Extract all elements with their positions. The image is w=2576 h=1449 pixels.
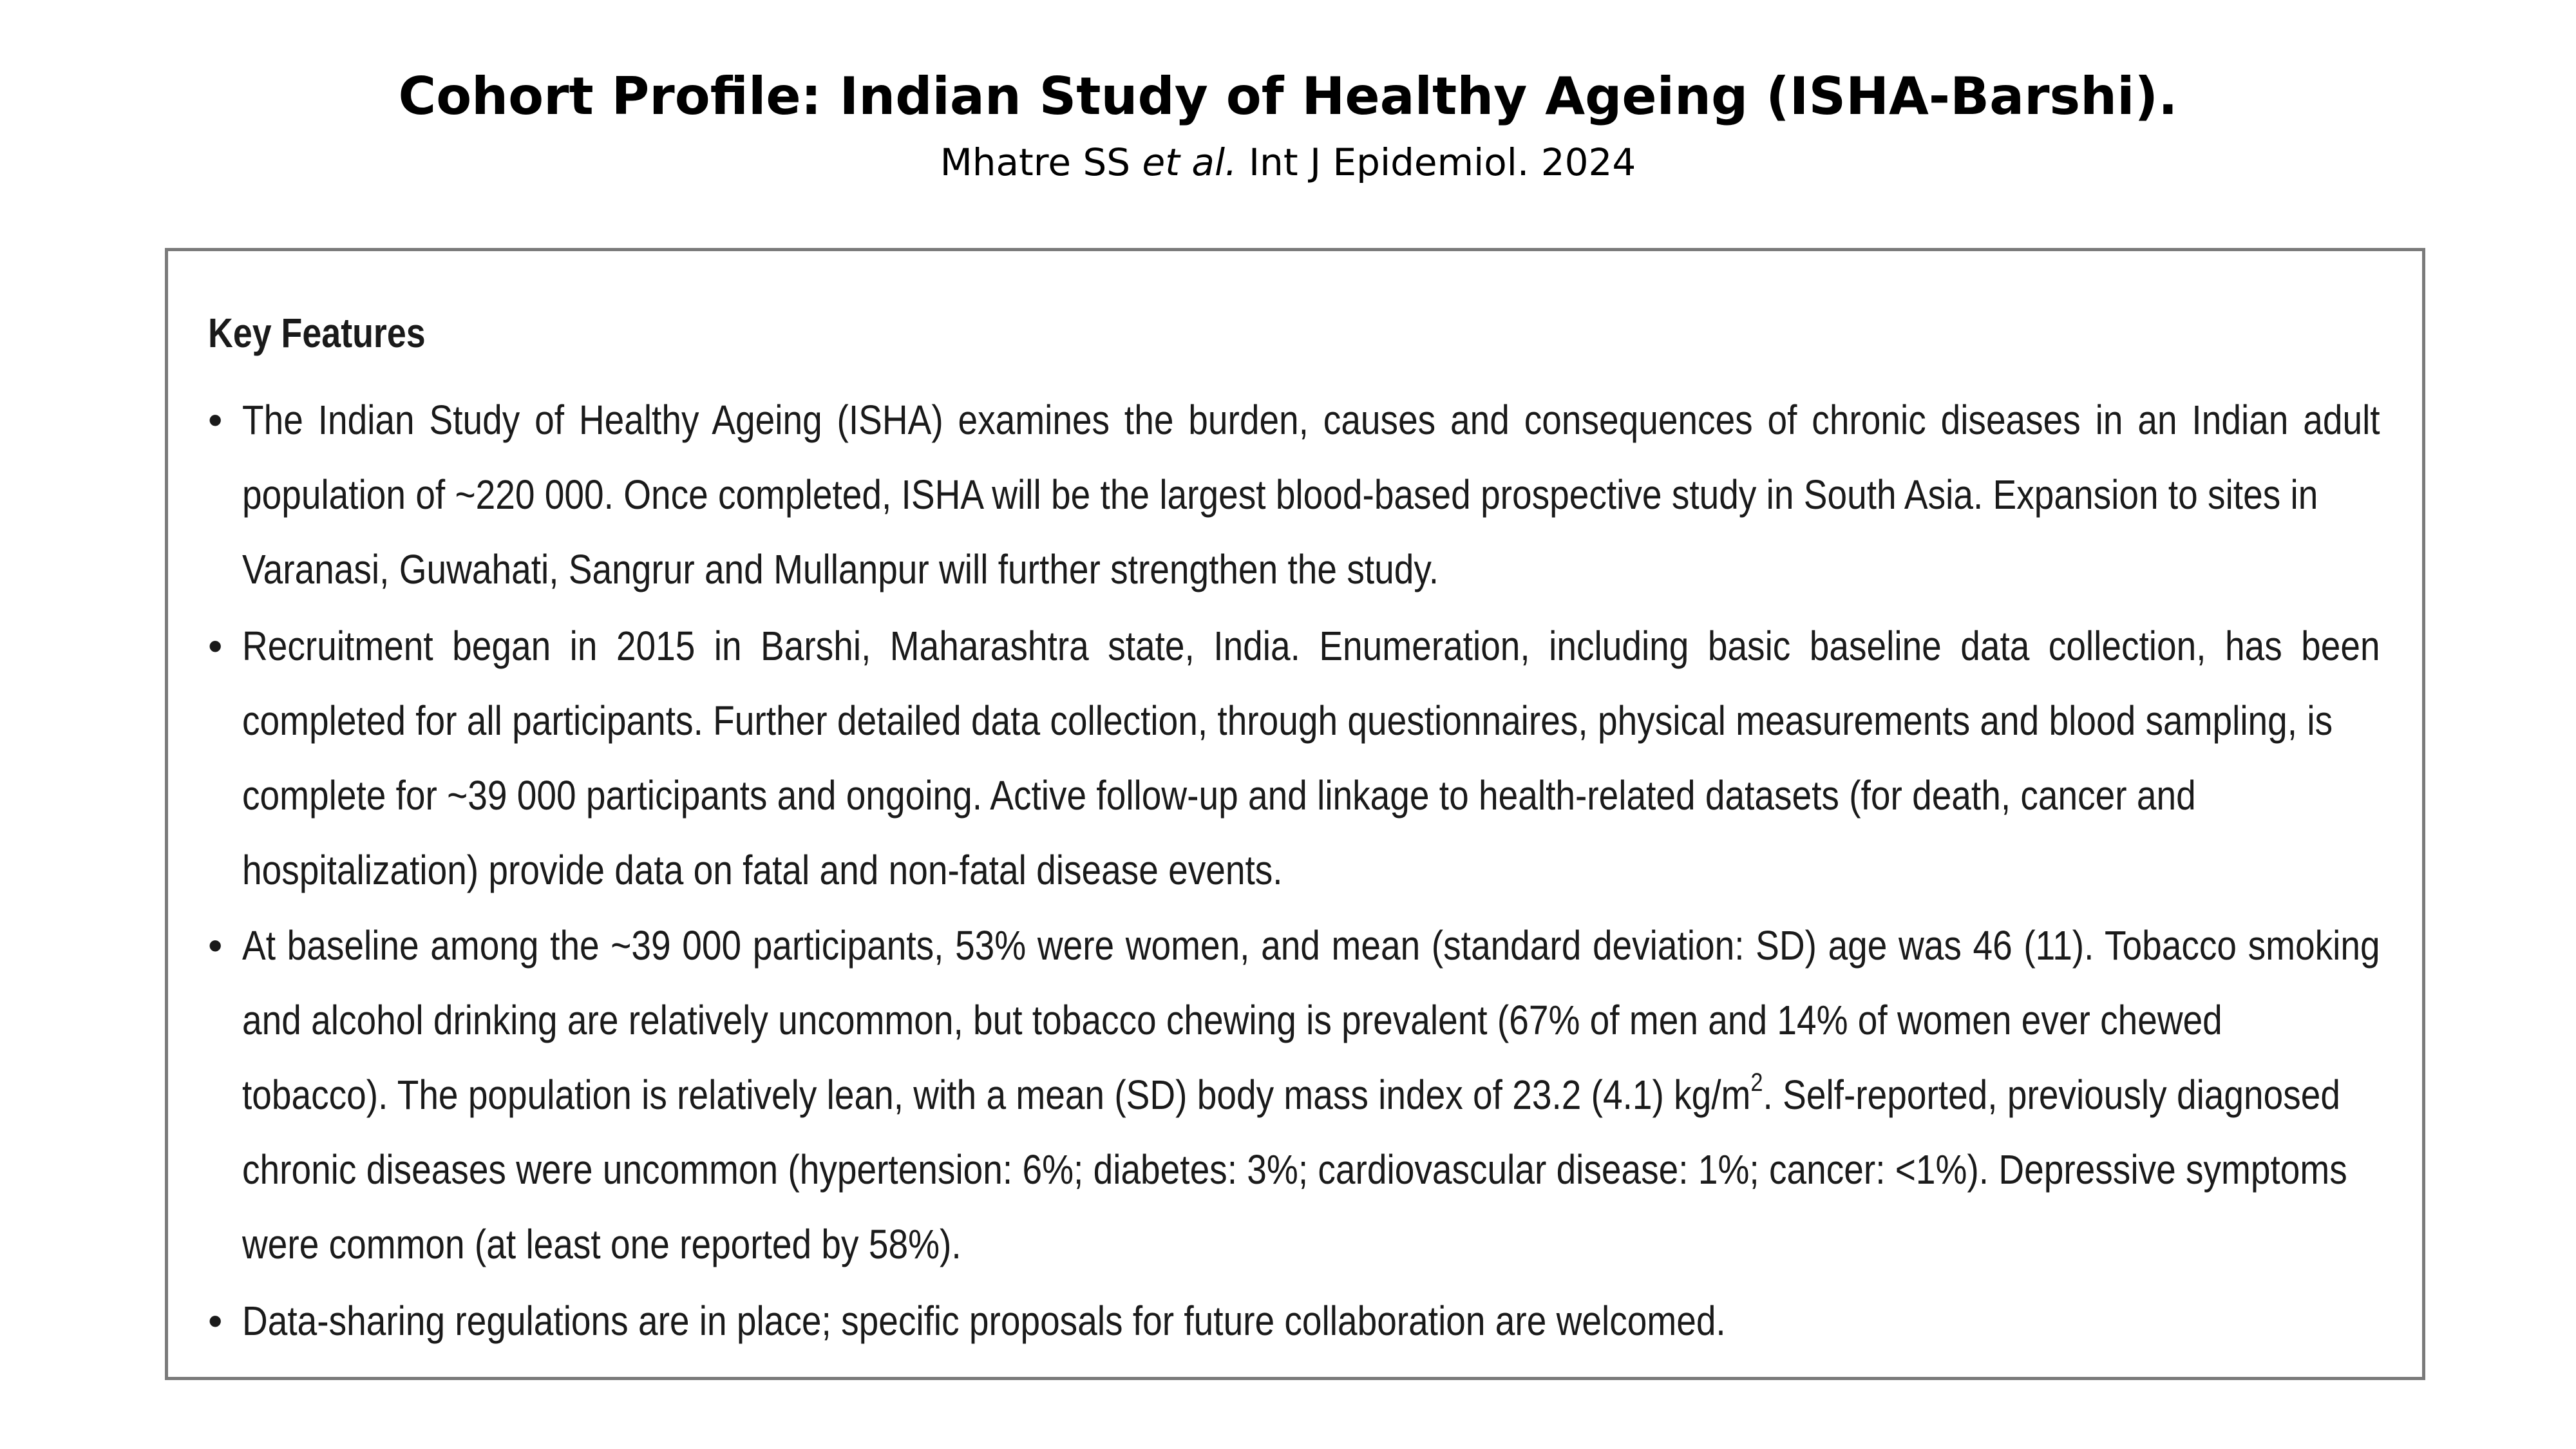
bullet-marker: • [208,922,223,969]
bullet-line: Data-sharing regulations are in place; specific proposals for future collaboration are welcomed. [242,1298,1726,1344]
bullet-line-with-superscript [242,1057,2340,1132]
bullet-item-1 [242,383,2380,607]
superscript-2: 2 [1750,1068,1763,1097]
bullet-marker: • [208,623,223,669]
slide-title: Cohort Profile: Indian Study of Healthy Ageing (ISHA-Barshi). [398,66,2178,126]
bullet-line: At baseline among the ~39 000 participants, 53% were women, and mean (standard deviation: SD) age was 46 (11). Tobacco smoking [242,922,2380,969]
bullet-line: were common (at least one reported by 58%). [242,1221,961,1267]
bullet-line: Recruitment began in 2015 in Barshi, Maharashtra state, India. Enumeration, including basic baseline data collection, has been [242,623,2380,669]
bullet-line: Varanasi, Guwahati, Sangrur and Mullanpur will further strengthen the study. [242,546,1439,592]
bullet-list [168,251,2422,1377]
bullet-line: and alcohol drinking are relatively uncommon, but tobacco chewing is prevalent (67% of men and 14% of women ever chewed [242,997,2222,1043]
bmi-text: tobacco). The population is relatively lean, with a mean (SD) body mass index of 23.2 (4.1) kg/m [242,1072,1751,1118]
key-features-heading: Key Features [208,310,426,356]
citation-etal: et al. [1142,140,1237,184]
bullet-line: hospitalization) provide data on fatal and non-fatal disease events. [242,847,1283,893]
bullet-item-4 [242,1283,2380,1358]
bullet-line: population of ~220 000. Once completed, ISHA will be the largest blood-based prospective study in South Asia. Expansion to sites in [242,471,2318,518]
citation-journal: Int J Epidemiol. 2024 [1248,140,1636,184]
bullet-marker: • [208,397,223,443]
key-features-box [165,248,2425,1380]
bullet-line: chronic diseases were uncommon (hypertension: 6%; diabetes: 3%; cardiovascular disease: 1%; cancer: <1%). Depressive symptoms [242,1146,2347,1193]
bullet-marker: • [208,1298,223,1344]
citation-authors: Mhatre SS [940,140,1131,184]
bullet-line: The Indian Study of Healthy Ageing (ISHA) examines the burden, causes and consequences of chronic diseases in an Indian adult [242,397,2380,443]
bullet-item-2 [242,609,2380,907]
bmi-text-continued: . Self-reported, previously diagnosed [1763,1072,2340,1118]
bullet-item-3 [242,908,2380,1282]
bullet-line: completed for all participants. Further detailed data collection, through questionnaires, physical measurements and blood sampling, is [242,697,2333,744]
bullet-line: complete for ~39 000 participants and ongoing. Active follow-up and linkage to health-related datasets (for death, cancer and [242,772,2196,819]
slide-citation [0,137,2576,188]
